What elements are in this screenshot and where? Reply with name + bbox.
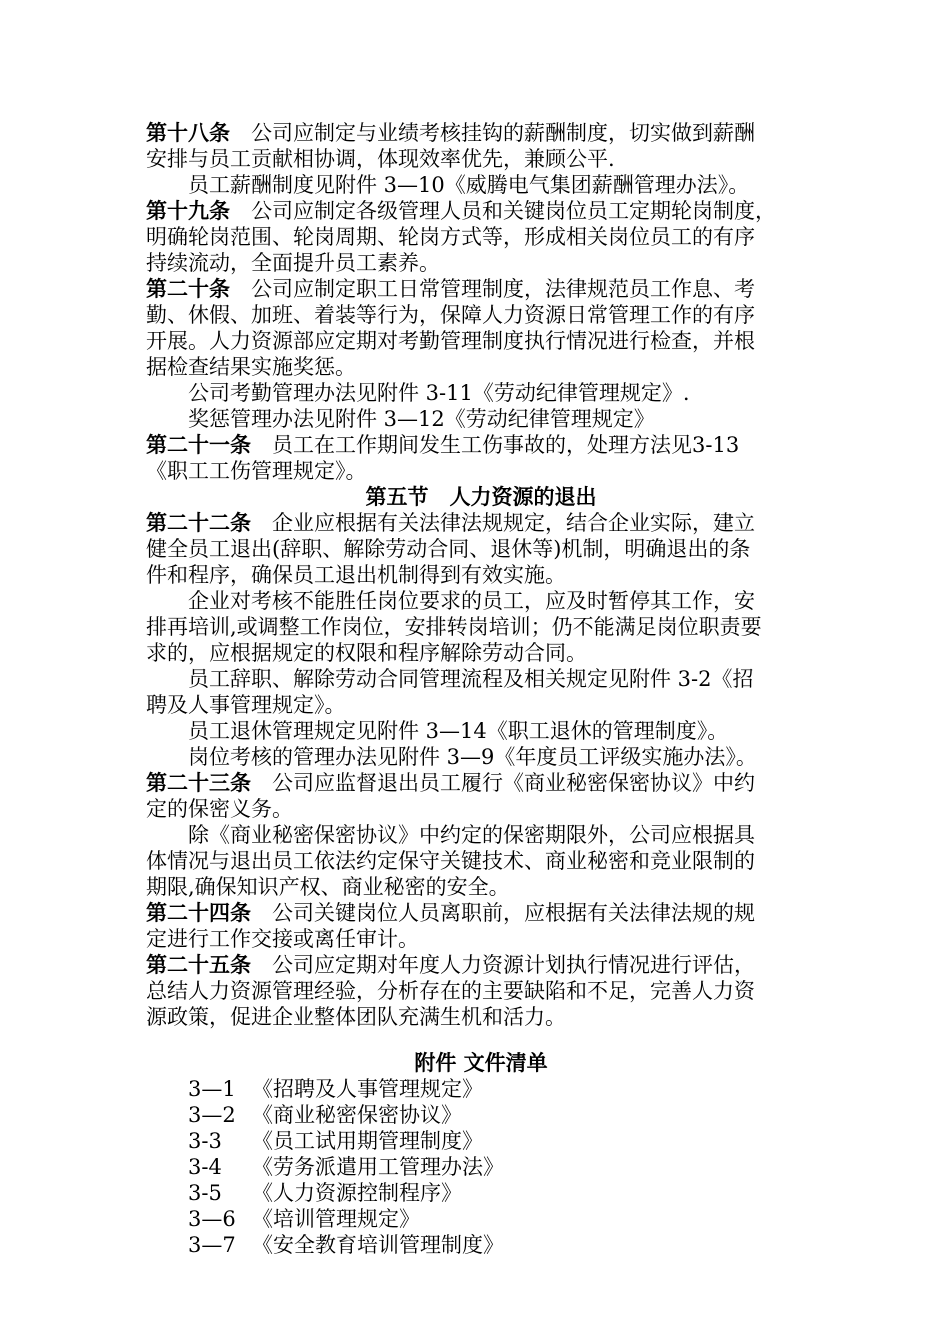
article-text: 聘及人事管理规定》。 xyxy=(146,693,346,717)
attachment-number: 3—7 xyxy=(188,1233,236,1257)
article-label: 第十八条 xyxy=(146,120,230,145)
article-text: 公司应监督退出员工履行《商业秘密保密协议》中约 xyxy=(272,771,755,795)
attachment-name: 《商业秘密保密协议》 xyxy=(252,1103,462,1127)
article-text: 期限,确保知识产权、商业秘密的安全。 xyxy=(146,875,510,899)
article-text: 定进行工作交接或离任审计。 xyxy=(146,927,419,951)
article-label: 第二十条 xyxy=(146,276,230,301)
attachment-number: 3-4 xyxy=(188,1155,222,1179)
article-21 xyxy=(146,432,816,484)
article-text: 明确轮岗范围、轮岗周期、轮岗方式等，形成相关岗位员工的有序 xyxy=(146,225,755,249)
article-18 xyxy=(146,120,816,198)
attachment-number: 3—6 xyxy=(188,1207,236,1231)
attachment-name: 《人力资源控制程序》 xyxy=(252,1181,462,1205)
article-text: 岗位考核的管理办法见附件 3—9《年度员工评级实施办法》。 xyxy=(188,745,757,769)
article-24 xyxy=(146,900,816,952)
attachment-number: 3-5 xyxy=(188,1181,222,1205)
article-text: 体情况与退出员工依法约定保守关键技术、商业秘密和竞业限制的 xyxy=(146,849,755,873)
list-item xyxy=(146,1206,816,1232)
article-text: 公司考勤管理办法见附件 3-11《劳动纪律管理规定》. xyxy=(188,381,690,405)
article-text: 总结人力资源管理经验，分析存在的主要缺陷和不足，完善人力资 xyxy=(146,979,755,1003)
list-item xyxy=(146,1154,816,1180)
article-25 xyxy=(146,952,816,1030)
attachments-list xyxy=(146,1076,816,1258)
article-22 xyxy=(146,510,816,770)
article-text: 排再培训,或调整工作岗位，安排转岗培训；仍不能满足岗位职责要 xyxy=(146,615,762,639)
article-text: 求的，应根据规定的权限和程序解除劳动合同。 xyxy=(146,641,587,665)
article-text: 公司应定期对年度人力资源计划执行情况进行评估， xyxy=(272,953,755,977)
article-text: 持续流动，全面提升员工素养。 xyxy=(146,251,440,275)
article-label: 第二十四条 xyxy=(146,900,251,925)
article-text: 员工薪酬制度见附件 3—10《威腾电气集团薪酬管理办法》。 xyxy=(188,173,750,197)
article-label: 第二十五条 xyxy=(146,952,251,977)
article-text: 开展。人力资源部应定期对考勤管理制度执行情况进行检查，并根 xyxy=(146,329,755,353)
article-text: 公司关键岗位人员离职前，应根据有关法律法规的规 xyxy=(272,901,755,925)
article-text: 企业应根据有关法律法规规定，结合企业实际，建立 xyxy=(272,511,755,535)
attachment-name: 《招聘及人事管理规定》 xyxy=(252,1077,483,1101)
document-page xyxy=(146,120,816,1258)
attachment-number: 3—2 xyxy=(188,1103,236,1127)
article-20 xyxy=(146,276,816,432)
article-text: 《职工工伤管理规定》。 xyxy=(146,459,367,483)
article-text: 公司应制定各级管理人员和关键岗位员工定期轮岗制度， xyxy=(251,199,776,223)
attachment-number: 3—1 xyxy=(188,1077,236,1101)
article-text: 定的保密义务。 xyxy=(146,797,293,821)
attachment-name: 《培训管理规定》 xyxy=(252,1207,420,1231)
section-title: 第五节 人力资源的退出 xyxy=(365,484,597,509)
article-text: 勤、休假、加班、着装等行为，保障人力资源日常管理工作的有序 xyxy=(146,303,755,327)
article-19 xyxy=(146,198,816,276)
attachment-number: 3-3 xyxy=(188,1129,222,1153)
list-item xyxy=(146,1076,816,1102)
article-label: 第十九条 xyxy=(146,198,230,223)
article-text: 员工退休管理规定见附件 3—14《职工退休的管理制度》。 xyxy=(188,719,729,743)
attachment-name: 《安全教育培训管理制度》 xyxy=(252,1233,504,1257)
article-text: 据检查结果实施奖惩。 xyxy=(146,355,356,379)
article-text: 除《商业秘密保密协议》中约定的保密期限外，公司应根据具 xyxy=(188,823,755,847)
list-item xyxy=(146,1180,816,1206)
article-label: 第二十三条 xyxy=(146,770,251,795)
list-item xyxy=(146,1102,816,1128)
article-text: 件和程序，确保员工退出机制得到有效实施。 xyxy=(146,563,566,587)
article-label: 第二十二条 xyxy=(146,510,251,535)
article-23 xyxy=(146,770,816,900)
article-text: 公司应制定职工日常管理制度，法律规范员工作息、考 xyxy=(251,277,755,301)
list-item xyxy=(146,1128,816,1154)
article-text: 员工在工作期间发生工伤事故的，处理方法见3-13 xyxy=(272,433,740,457)
article-text: 员工辞职、解除劳动合同管理流程及相关规定见附件 3-2《招 xyxy=(188,667,754,691)
list-item xyxy=(146,1232,816,1258)
article-text: 企业对考核不能胜任岗位要求的员工，应及时暂停其工作，安 xyxy=(188,589,755,613)
attachment-name: 《员工试用期管理制度》 xyxy=(252,1129,483,1153)
article-text: 公司应制定与业绩考核挂钩的薪酬制度，切实做到薪酬 xyxy=(251,121,755,145)
attachment-name: 《劳务派遣用工管理办法》 xyxy=(252,1155,504,1179)
article-label: 第二十一条 xyxy=(146,432,251,457)
attachments-title: 附件 文件清单 xyxy=(414,1050,548,1075)
article-text: 健全员工退出(辞职、解除劳动合同、退休等)机制，明确退出的条 xyxy=(146,537,751,561)
article-text: 奖惩管理办法见附件 3—12《劳动纪律管理规定》 xyxy=(188,407,655,431)
article-text: 源政策，促进企业整体团队充满生机和活力。 xyxy=(146,1005,566,1029)
article-text: 安排与员工贡献相协调，体现效率优先，兼顾公平. xyxy=(146,147,615,171)
